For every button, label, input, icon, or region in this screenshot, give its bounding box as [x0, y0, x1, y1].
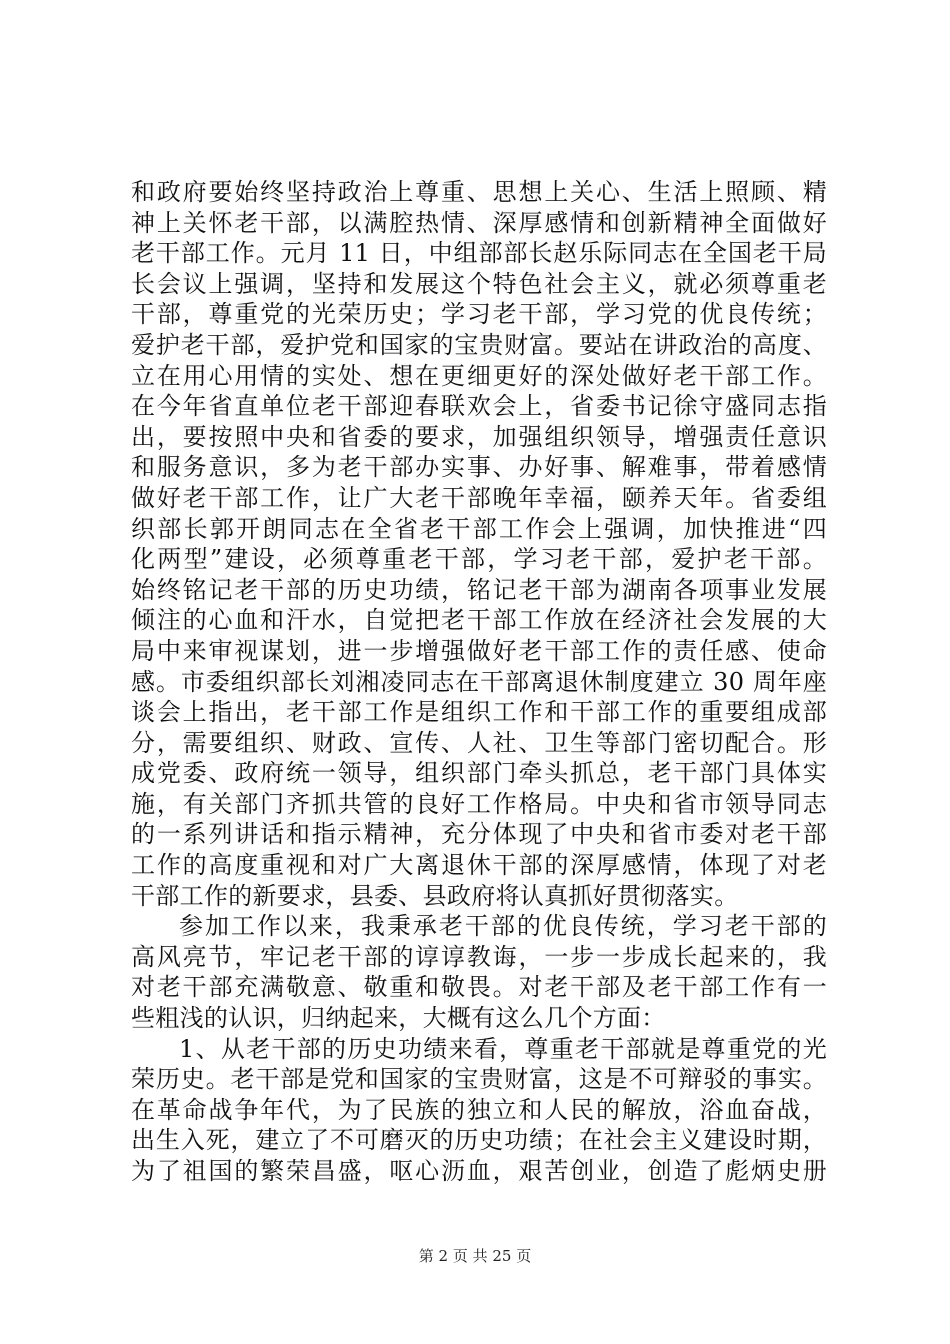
text-line: 爱护老干部，爱护党和国家的宝贵财富。要站在讲政治的高度、 [131, 330, 827, 359]
text-line: 1、从老干部的历史功绩来看，尊重老干部就是尊重党的光 [179, 1034, 827, 1063]
text-line: 分，需要组织、财政、宣传、人社、卫生等部门密切配合。形 [131, 728, 827, 757]
text-line: 织部长郭开朗同志在全省老干部工作会上强调，加快推进“四 [131, 514, 827, 543]
text-line: 为了祖国的繁荣昌盛，呕心沥血，艰苦创业，创造了彪炳史册 [131, 1157, 827, 1185]
text-line: 局中来审视谋划，进一步增强做好老干部工作的责任感、使命 [131, 636, 827, 665]
paragraph-2 [131, 911, 827, 1033]
text-line: 成党委、政府统一领导，组织部门牵头抓总，老干部门具体实 [131, 759, 827, 788]
text-line: 参加工作以来，我秉承老干部的优良传统，学习老干部的 [179, 912, 827, 941]
text-line: 对老干部充满敬意、敬重和敬畏。对老干部及老干部工作有一 [131, 973, 827, 1002]
text-line: 和服务意识，多为老干部办实事、办好事、解难事，带着感情 [131, 453, 827, 482]
text-line: 出生入死，建立了不可磨灭的历史功绩；在社会主义建设时期， [131, 1126, 827, 1155]
text-line: 老干部工作。元月 11 日，中组部部长赵乐际同志在全国老干局 [131, 239, 827, 268]
text-line: 做好老干部工作，让广大老干部晚年幸福，颐养天年。省委组 [131, 483, 827, 512]
text-line: 些粗浅的认识，归纳起来，大概有这么几个方面： [131, 1004, 666, 1033]
text-line: 谈会上指出，老干部工作是组织工作和干部工作的重要组成部 [131, 698, 827, 727]
text-line: 在今年省直单位老干部迎春联欢会上，省委书记徐守盛同志指 [131, 392, 827, 421]
document-body [131, 177, 827, 1187]
text-line: 干部工作的新要求，县委、县政府将认真抓好贯彻落实。 [131, 881, 739, 910]
text-line: 倾注的心血和汗水，自觉把老干部工作放在经济社会发展的大 [131, 606, 827, 635]
text-line: 感。市委组织部长刘湘凌同志在干部离退休制度建立 30 周年座 [131, 667, 827, 696]
text-line: 和政府要始终坚持政治上尊重、思想上关心、生活上照顾、精 [131, 178, 827, 206]
text-line: 神上关怀老干部，以满腔热情、深厚感情和创新精神全面做好 [131, 208, 827, 237]
page-number-footer: 第 2 页 共 25 页 [418, 1247, 532, 1265]
text-line: 荣历史。老干部是党和国家的宝贵财富，这是不可辩驳的事实。 [131, 1065, 827, 1094]
text-line: 长会议上强调，坚持和发展这个特色社会主义，就必须尊重老 [131, 269, 827, 298]
paragraph-3 [131, 1034, 827, 1187]
text-line: 立在用心用情的实处、想在更细更好的深处做好老干部工作。 [131, 361, 827, 390]
text-line: 施，有关部门齐抓共管的良好工作格局。中央和省市领导同志 [131, 789, 827, 818]
text-line: 高风亮节，牢记老干部的谆谆教诲，一步一步成长起来的，我 [131, 942, 827, 971]
text-line: 的一系列讲话和指示精神，充分体现了中央和省市委对老干部 [131, 820, 827, 849]
text-line: 在革命战争年代，为了民族的独立和人民的解放，浴血奋战， [131, 1095, 827, 1124]
paragraph-1 [131, 177, 827, 911]
text-line: 化两型”建设，必须尊重老干部，学习老干部，爱护老干部。 [131, 545, 827, 574]
text-line: 始终铭记老干部的历史功绩，铭记老干部为湖南各项事业发展 [131, 575, 827, 604]
text-line: 干部，尊重党的光荣历史；学习老干部，学习党的优良传统； [131, 300, 827, 329]
text-line: 工作的高度重视和对广大离退休干部的深厚感情，体现了对老 [131, 851, 827, 880]
text-line: 出，要按照中央和省委的要求，加强组织领导，增强责任意识 [131, 422, 827, 451]
